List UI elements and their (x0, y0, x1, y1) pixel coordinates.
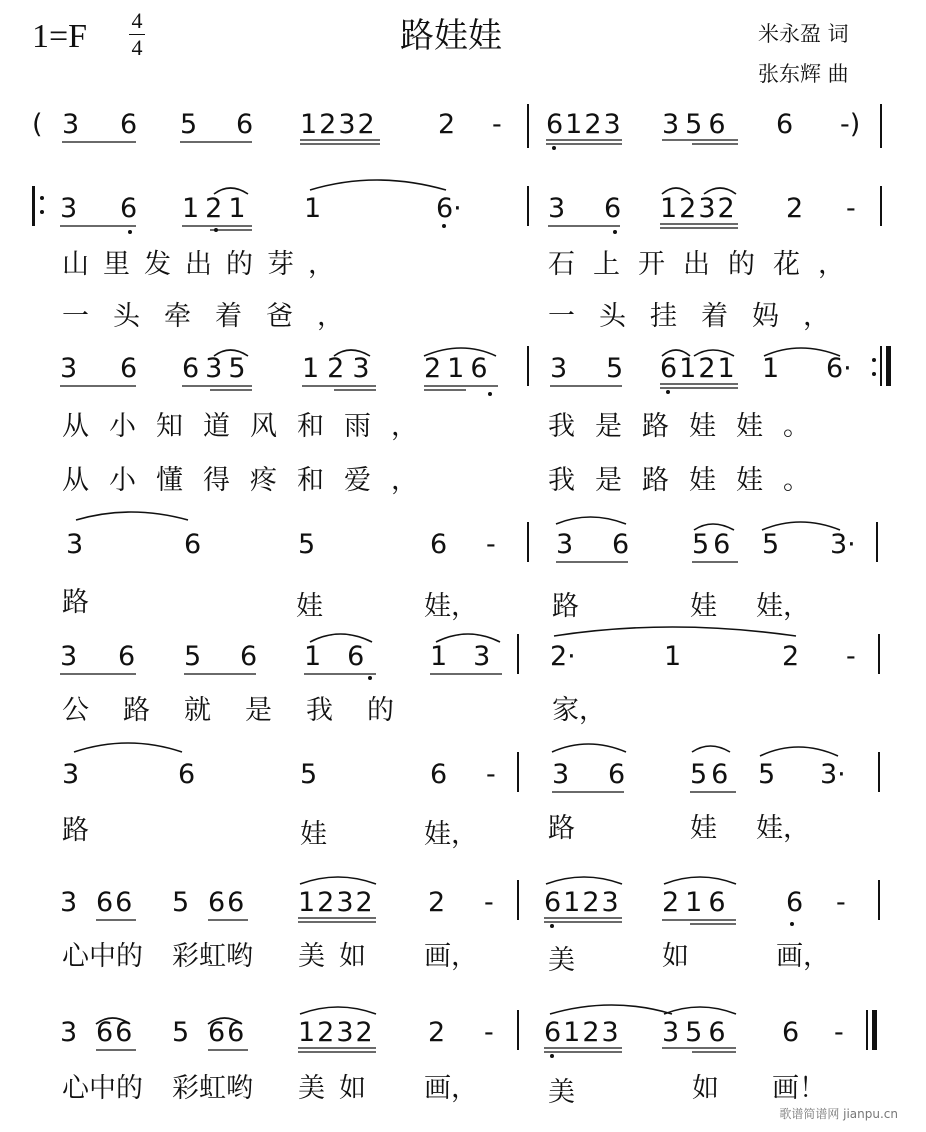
note-group: - (836, 887, 846, 918)
note-group: 6 (120, 193, 138, 224)
lyric-line: 公路就是我的 (62, 695, 428, 726)
note-group: 3 (550, 353, 568, 384)
note-group: - (834, 1017, 844, 1048)
note-group: 635 (182, 353, 252, 384)
note-group: - (484, 887, 494, 918)
note-group: 121 (182, 193, 252, 224)
note-group: 1 (762, 353, 780, 384)
lyric-word: 画， (424, 1073, 478, 1104)
note-group: 6123 (546, 109, 623, 140)
note-group: 3· (820, 759, 846, 790)
note-group: 6 (118, 641, 136, 672)
note-group: 6 (782, 1017, 800, 1048)
note-group: - (484, 1017, 494, 1048)
lyric-word: 画， (424, 941, 478, 972)
lyric-word: 娃 (296, 591, 323, 622)
note-group: 3 (60, 1017, 78, 1048)
note-group: 3· (830, 529, 856, 560)
note-group: 6 (430, 759, 448, 790)
note-group: 6 (608, 759, 626, 790)
note-group: 6121 (660, 353, 737, 384)
note-group: 6 (120, 353, 138, 384)
note-group: 1232 (298, 1017, 375, 1048)
lyric-word: 娃， (756, 591, 810, 622)
note-group: 2· (550, 641, 576, 672)
lyric-line: 石上开出的花， (548, 249, 863, 280)
time-signature-bottom: 4 (131, 35, 143, 60)
note-group: 6 (120, 109, 138, 140)
lyric-word: 娃 (690, 813, 717, 844)
note-group: 1 (304, 193, 322, 224)
note-group: 1 (664, 641, 682, 672)
note-group: 5 (762, 529, 780, 560)
note-group: 6 (612, 529, 630, 560)
note-group: 5 (184, 641, 202, 672)
note-group: 3 (60, 193, 78, 224)
lyric-line: 一头挂着妈， (548, 301, 854, 332)
note-group: 6123 (544, 1017, 621, 1048)
lyric-word: 彩虹哟 (172, 1073, 253, 1104)
lyric-word: 画， (776, 941, 830, 972)
lyric-line: 我是路娃娃。 (548, 465, 830, 496)
note-group: 66 (96, 1017, 135, 1048)
note-group: -) (840, 109, 861, 140)
note-group: 13 (430, 641, 517, 672)
note-group: 3 (60, 353, 78, 384)
note-group: 2 (428, 887, 446, 918)
note-group: 6 (178, 759, 196, 790)
lyric-word: 路 (548, 813, 575, 844)
note-group: 3 (548, 193, 566, 224)
note-group: 6123 (544, 887, 621, 918)
note-group: 5 (300, 759, 318, 790)
note-group: 6 (776, 109, 794, 140)
note-group: 5 (758, 759, 776, 790)
lyric-word: 美如 (298, 941, 380, 972)
note-group: 5 (180, 109, 198, 140)
song-title: 路娃娃 (400, 16, 502, 56)
note-group: 5 (606, 353, 624, 384)
note-group: 3 (552, 759, 570, 790)
note-group: 5 (172, 1017, 190, 1048)
note-group: 2 (438, 109, 456, 140)
lyric-word: 路 (62, 815, 89, 846)
note-group: 6 (240, 641, 258, 672)
lyric-line: 家， (552, 695, 606, 726)
note-group: 2 (782, 641, 800, 672)
lyric-word: 美如 (298, 1073, 380, 1104)
note-group: 3 (62, 759, 80, 790)
note-group: 1232 (300, 109, 377, 140)
note-group: 3 (60, 887, 78, 918)
note-group: 123 (302, 353, 378, 384)
lyric-word: 美 (548, 945, 575, 976)
note-group: 6· (826, 353, 852, 384)
note-group: 216 (662, 887, 732, 918)
note-group: - (492, 109, 502, 140)
note-group: 216 (424, 353, 494, 384)
lyric-line: 从小知道风和雨， (62, 411, 438, 442)
note-group: 1232 (660, 193, 737, 224)
note-group: 66 (208, 887, 247, 918)
lyric-word: 路 (62, 587, 89, 618)
note-group: 2 (428, 1017, 446, 1048)
note-group: 6 (430, 529, 448, 560)
lyric-word: 画！ (772, 1073, 826, 1104)
note-group: 56 (690, 759, 733, 790)
composer-credit: 张东辉 曲 (758, 62, 849, 86)
note-group: 6· (436, 193, 462, 224)
watermark: 歌谱简谱网 jianpu.cn (779, 1107, 898, 1121)
note-group: 6 (184, 529, 202, 560)
note-group: 66 (208, 1017, 247, 1048)
lyric-word: 娃 (300, 819, 327, 850)
lyric-line: 从小懂得疼和爱， (62, 465, 438, 496)
lyric-word: 娃， (756, 813, 810, 844)
note-group: 3 (62, 109, 80, 140)
note-group: 6 (604, 193, 622, 224)
note-group: ( (32, 109, 43, 140)
note-group: 3 (60, 641, 78, 672)
note-group: 3 (66, 529, 84, 560)
time-signature-top: 4 (131, 8, 143, 33)
lyric-line: 山里发出的芽， (62, 249, 349, 280)
lyric-word: 心中的 (62, 941, 143, 972)
note-group: 3 (556, 529, 574, 560)
lyric-word: 娃， (424, 591, 478, 622)
lyric-word: 如 (662, 941, 689, 972)
note-group: 16 (304, 641, 391, 672)
lyricist-credit: 米永盈 词 (758, 22, 849, 46)
lyric-word: 彩虹哟 (172, 941, 253, 972)
key-signature: 1=F (32, 18, 88, 55)
lyric-line: 一头牵着爸， (62, 301, 368, 332)
note-group: 56 (692, 529, 735, 560)
note-group: 356 (662, 1017, 732, 1048)
lyric-word: 美 (548, 1077, 575, 1108)
lyric-word: 路 (552, 591, 579, 622)
note-group: - (486, 759, 496, 790)
note-group: 1232 (298, 887, 375, 918)
note-group: 5 (172, 887, 190, 918)
lyric-word: 心中的 (62, 1073, 143, 1104)
note-group: - (486, 529, 496, 560)
lyric-word: 如 (692, 1073, 719, 1104)
note-group: 2 (786, 193, 804, 224)
note-group: 6 (786, 887, 804, 918)
note-group: 66 (96, 887, 135, 918)
note-group: - (846, 193, 856, 224)
note-group: 5 (298, 529, 316, 560)
lyric-line: 我是路娃娃。 (548, 411, 830, 442)
lyric-word: 娃 (690, 591, 717, 622)
note-group: 356 (662, 109, 732, 140)
lyric-word: 娃， (424, 819, 478, 850)
note-group: 6 (236, 109, 254, 140)
note-group: - (846, 641, 856, 672)
